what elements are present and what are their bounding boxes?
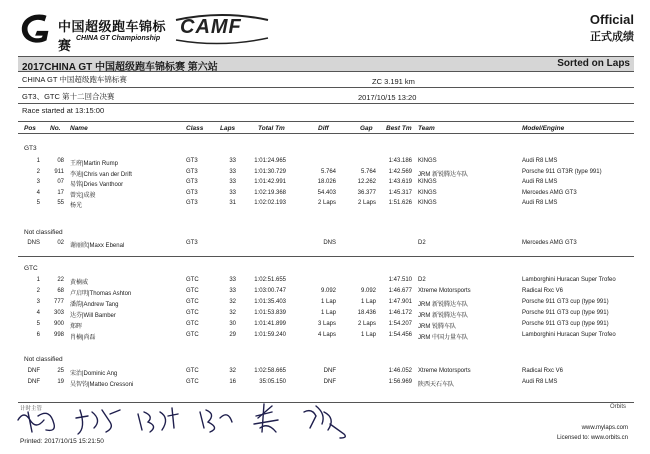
cell-cls: GTC bbox=[186, 288, 199, 294]
official-stamp bbox=[590, 12, 634, 44]
cell-pos: 1 bbox=[36, 158, 40, 164]
cell-pos: 2 bbox=[36, 168, 40, 175]
cell-cls: GTC bbox=[186, 310, 199, 316]
cell-gap: 9.092 bbox=[360, 288, 376, 294]
cell-name: 杨光 bbox=[70, 203, 83, 209]
cell-diff: DNF bbox=[323, 368, 336, 374]
session-name: GT3、GTC 第十二回合决赛 bbox=[22, 92, 115, 101]
cell-laps: 32 bbox=[229, 310, 236, 316]
cell-team: KINGS bbox=[418, 200, 437, 206]
table-row bbox=[0, 240, 650, 250]
cell-gap: 12.262 bbox=[357, 179, 376, 185]
cell-pos: 5 bbox=[36, 200, 40, 206]
cell-pos: DNS bbox=[27, 240, 40, 246]
gt-emblem-icon bbox=[18, 10, 56, 48]
col-model: Model/Engine bbox=[522, 125, 565, 132]
cell-name: 卢启明|Thomas Ashton bbox=[70, 291, 132, 297]
cell-diff: 3 Laps bbox=[317, 321, 336, 327]
cell-no: 55 bbox=[57, 200, 64, 206]
cell-laps: 16 bbox=[229, 379, 236, 385]
cell-model: Porsche 911 GT3 cup (type 991) bbox=[522, 310, 609, 316]
cell-laps: 33 bbox=[229, 168, 236, 175]
cell-laps: 33 bbox=[229, 158, 236, 164]
cell-no: 303 bbox=[53, 310, 64, 316]
table-row bbox=[0, 299, 650, 309]
cell-pos: 5 bbox=[36, 321, 40, 327]
cell-total: 1:02:19.368 bbox=[254, 189, 286, 196]
cell-model: Porsche 911 GT3R (type 991) bbox=[522, 168, 602, 175]
cell-cls: GTC bbox=[186, 321, 199, 327]
event-title: 2017CHINA GT 中国超级跑车锦标赛 第六站 bbox=[22, 62, 218, 73]
col-laps: Laps bbox=[220, 125, 236, 132]
cell-laps: 32 bbox=[229, 368, 236, 374]
camf-logo bbox=[172, 12, 272, 48]
cell-model: Radical Rxc V6 bbox=[522, 368, 564, 374]
table-row bbox=[0, 179, 650, 189]
cell-no: 911 bbox=[54, 168, 64, 175]
section-not-classified: Not classified bbox=[24, 356, 63, 363]
series-name: CHINA GT 中国超级跑车锦标赛 bbox=[22, 75, 127, 84]
cell-no: 900 bbox=[53, 321, 64, 327]
track-length: ZC 3.191 km bbox=[372, 77, 415, 86]
cell-total: 1:01:53.839 bbox=[254, 310, 286, 316]
signature-label: 计时主管 bbox=[20, 406, 43, 412]
col-pos: Pos bbox=[24, 125, 36, 132]
cell-pos: 3 bbox=[36, 179, 40, 185]
mylaps-url: www.mylaps.com bbox=[581, 425, 628, 431]
cell-no: 19 bbox=[57, 379, 64, 385]
cell-name: 郑晖 bbox=[70, 324, 83, 330]
cell-no: 17 bbox=[57, 189, 64, 196]
cell-best: 1:54.207 bbox=[388, 321, 412, 327]
cell-name: 宋治|Dominic Ang bbox=[70, 371, 118, 377]
table-row bbox=[0, 200, 650, 210]
cell-team: JRM 新锐腾达车队 bbox=[418, 171, 468, 178]
cell-model: Audi R8 LMS bbox=[522, 379, 558, 385]
cell-gap: 1 Lap bbox=[360, 332, 376, 338]
cell-pos: 4 bbox=[36, 189, 40, 196]
cell-gap: 5.764 bbox=[360, 168, 376, 175]
cell-gap: 18.436 bbox=[357, 310, 376, 316]
cell-model: Audi R8 LMS bbox=[522, 158, 558, 164]
table-row bbox=[0, 368, 650, 378]
cell-team: D2 bbox=[418, 277, 426, 283]
col-gap: Gap bbox=[360, 125, 373, 132]
cell-best: 1:51.626 bbox=[388, 200, 412, 206]
cell-diff: 2 Laps bbox=[317, 200, 336, 206]
cell-total: 1:01:59.240 bbox=[254, 332, 286, 338]
sort-mode: Sorted on Laps bbox=[557, 58, 630, 69]
cell-name: 王府|Martin Rump bbox=[70, 161, 118, 167]
cell-model: Radical Rxc V6 bbox=[522, 288, 564, 294]
cell-no: 07 bbox=[57, 179, 64, 185]
cell-cls: GT3 bbox=[186, 168, 198, 175]
cell-laps: 29 bbox=[229, 332, 236, 338]
cell-gap: 36.377 bbox=[357, 189, 376, 196]
cell-no: 998 bbox=[53, 332, 64, 338]
divider bbox=[18, 133, 634, 134]
cell-total: 1:02:02.193 bbox=[254, 200, 286, 206]
cell-cls: GT3 bbox=[186, 179, 198, 185]
race-start: Race started at 13:15:00 bbox=[22, 106, 105, 115]
cell-team: JRM 新锐腾达车队 bbox=[418, 302, 468, 308]
printed-timestamp: Printed: 2017/10/15 15:21:50 bbox=[20, 438, 104, 445]
cell-model: Porsche 911 GT3 cup (type 991) bbox=[522, 299, 609, 305]
cell-best: 1:43.619 bbox=[388, 179, 412, 185]
cell-cls: GTC bbox=[186, 332, 199, 338]
cell-gap: 2 Laps bbox=[357, 200, 376, 206]
table-row bbox=[0, 332, 650, 342]
table-row bbox=[0, 288, 650, 298]
cell-total: 1:01:42.991 bbox=[254, 179, 286, 185]
table-row bbox=[0, 321, 650, 331]
cell-best: 1:54.456 bbox=[388, 332, 412, 338]
cell-no: 02 bbox=[57, 240, 64, 246]
col-diff: Diff bbox=[318, 125, 329, 132]
cell-cls: GTC bbox=[186, 368, 199, 374]
title-bar bbox=[18, 56, 634, 72]
cell-diff: 5.764 bbox=[320, 168, 336, 175]
divider bbox=[18, 103, 634, 104]
cell-total: 1:03:00.747 bbox=[254, 288, 286, 294]
cell-best: 1:46.052 bbox=[388, 368, 412, 374]
cell-gap: 2 Laps bbox=[357, 321, 376, 327]
session-datetime: 2017/10/15 13:20 bbox=[358, 93, 417, 102]
cell-team: D2 bbox=[418, 240, 426, 246]
cell-diff: 18.026 bbox=[317, 179, 336, 185]
cell-cls: GT3 bbox=[186, 200, 198, 206]
cell-total: 1:02:58.665 bbox=[254, 368, 286, 374]
cell-total: 1:01:24.965 bbox=[254, 158, 286, 164]
cell-laps: 31 bbox=[229, 200, 236, 206]
cell-cls: GTC bbox=[186, 379, 199, 385]
cell-pos: DNF bbox=[27, 368, 40, 374]
cell-team: 陕西天石车队 bbox=[418, 382, 455, 388]
cell-laps: 30 bbox=[229, 321, 236, 327]
cell-pos: 4 bbox=[36, 310, 40, 316]
cell-team: KINGS bbox=[418, 158, 437, 164]
cell-model: Lamborghini Huracan Super Trofeo bbox=[522, 332, 616, 338]
divider bbox=[18, 87, 634, 88]
cell-name: 吴智钧|Matteo Cressoni bbox=[70, 382, 134, 388]
col-no: No. bbox=[50, 125, 61, 132]
logo-en-text: CHINA GT Championship bbox=[76, 35, 161, 42]
cell-model: Audi R8 LMS bbox=[522, 200, 558, 206]
cell-diff: DNS bbox=[323, 240, 336, 246]
cell-name: 曾宪|成骏 bbox=[70, 192, 96, 199]
cell-cls: GT3 bbox=[186, 189, 198, 196]
cell-team: JRM 新锐腾达车队 bbox=[418, 313, 468, 319]
section-gtc: GTC bbox=[24, 265, 38, 272]
table-row bbox=[0, 169, 650, 179]
col-best: Best Tm bbox=[386, 125, 412, 132]
cell-gap: 1 Lap bbox=[360, 299, 376, 305]
table-row bbox=[0, 379, 650, 389]
table-row bbox=[0, 158, 650, 168]
cell-name: 李迪|Chris van der Drift bbox=[70, 171, 132, 178]
cell-team: Xtreme Motorsports bbox=[418, 368, 471, 374]
section-gt3: GT3 bbox=[24, 145, 37, 152]
cell-pos: 6 bbox=[36, 332, 40, 338]
table-row bbox=[0, 277, 650, 287]
cell-best: 1:43.186 bbox=[388, 158, 412, 164]
china-gt-logo bbox=[18, 10, 168, 53]
official-en: Official bbox=[589, 12, 634, 27]
logo-cn-text: 中国超级跑车锦标赛 bbox=[58, 19, 167, 53]
divider bbox=[18, 121, 634, 122]
official-cn: 正式成绩 bbox=[590, 31, 634, 43]
cell-diff: 1 Lap bbox=[320, 299, 336, 305]
cell-name: 谢丽欣|Maxx Ebenal bbox=[70, 243, 125, 249]
cell-team: Xtreme Motorsports bbox=[418, 288, 471, 294]
section-not-classified: Not classified bbox=[24, 229, 63, 236]
cell-best: 1:56.969 bbox=[388, 379, 412, 385]
cell-laps: 33 bbox=[229, 189, 236, 196]
cell-model: Lamborghini Huracan Super Trofeo bbox=[522, 277, 616, 283]
cell-total: 1:01:41.899 bbox=[254, 321, 286, 327]
col-class: Class bbox=[186, 125, 204, 132]
table-row bbox=[0, 310, 650, 320]
table-row bbox=[0, 190, 650, 200]
cell-best: 1:46.677 bbox=[388, 288, 412, 294]
cell-best: 1:47.901 bbox=[388, 299, 412, 305]
cell-model: Mercedes AMG GT3 bbox=[522, 240, 577, 246]
cell-best: 1:45.317 bbox=[388, 189, 412, 196]
cell-pos: DNF bbox=[27, 379, 40, 385]
cell-cls: GT3 bbox=[186, 158, 198, 164]
cell-laps: 33 bbox=[229, 179, 236, 185]
cell-total: 1:01:30.729 bbox=[254, 168, 286, 175]
cell-team: KINGS bbox=[418, 179, 437, 185]
cell-pos: 3 bbox=[36, 299, 40, 305]
cell-no: 08 bbox=[57, 158, 64, 164]
cell-diff: 1 Lap bbox=[320, 310, 336, 316]
cell-model: Porsche 911 GT3 cup (type 991) bbox=[522, 321, 609, 327]
cell-name: 黄楠威 bbox=[70, 280, 89, 286]
cell-diff: DNF bbox=[323, 379, 336, 385]
cell-model: Mercedes AMG GT3 bbox=[522, 189, 577, 196]
cell-no: 22 bbox=[57, 277, 64, 283]
cell-pos: 1 bbox=[36, 277, 40, 283]
cell-name: 肖楠|尚磊 bbox=[70, 335, 96, 341]
cell-total: 1:01:35.403 bbox=[254, 299, 286, 305]
cell-no: 25 bbox=[57, 368, 64, 374]
orbits-label: Orbits bbox=[609, 404, 626, 410]
cell-diff: 9.092 bbox=[320, 288, 336, 294]
cell-team: KINGS bbox=[418, 189, 437, 196]
cell-laps: 33 bbox=[229, 277, 236, 283]
cell-cls: GTC bbox=[186, 277, 199, 283]
camf-text: CAMF bbox=[180, 16, 242, 38]
col-total: Total Tm bbox=[258, 125, 285, 132]
cell-name: 达芬|Will Bamber bbox=[70, 313, 116, 319]
cell-best: 1:46.172 bbox=[388, 310, 412, 316]
cell-total: 35:05.150 bbox=[259, 379, 286, 385]
cell-total: 1:02:51.655 bbox=[254, 277, 286, 283]
cell-best: 1:47.510 bbox=[388, 277, 412, 283]
cell-cls: GTC bbox=[186, 299, 199, 305]
col-name: Name bbox=[70, 125, 88, 132]
cell-team: JRM 锐腾车队 bbox=[418, 324, 456, 330]
cell-laps: 33 bbox=[229, 288, 236, 294]
cell-best: 1:42.569 bbox=[388, 168, 412, 175]
cell-name: 易铭|Dries Vanthoor bbox=[70, 182, 124, 188]
cell-pos: 2 bbox=[36, 288, 40, 294]
cell-name: 潘韵|Andrew Tang bbox=[70, 302, 119, 308]
licensed-to: Licensed to: www.orbits.cn bbox=[556, 435, 628, 441]
cell-model: Audi R8 LMS bbox=[522, 179, 558, 185]
cell-diff: 4 Laps bbox=[317, 332, 336, 338]
cell-no: 68 bbox=[57, 288, 64, 294]
cell-diff: 54.403 bbox=[317, 189, 336, 196]
divider bbox=[18, 256, 634, 257]
cell-no: 777 bbox=[53, 299, 64, 305]
cell-laps: 32 bbox=[229, 299, 236, 305]
col-team: Team bbox=[418, 125, 435, 132]
cell-team: JRM 中国力量车队 bbox=[418, 335, 468, 341]
cell-cls: GT3 bbox=[186, 240, 198, 246]
